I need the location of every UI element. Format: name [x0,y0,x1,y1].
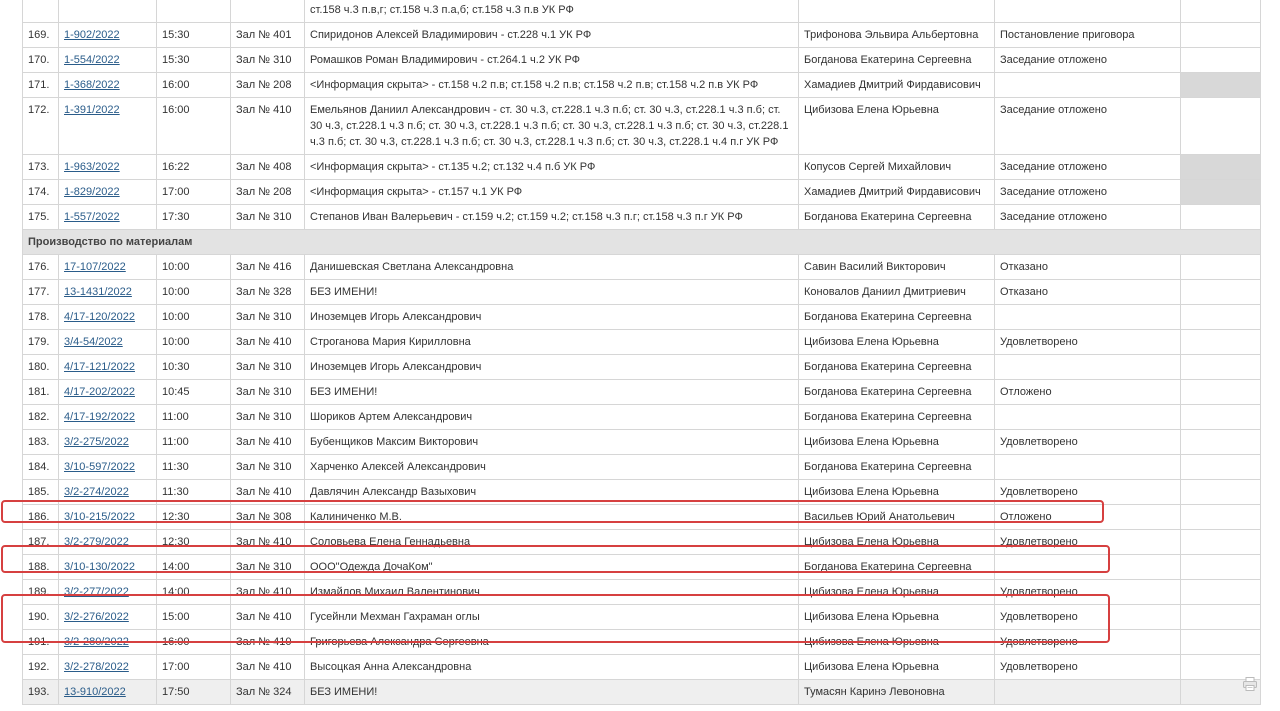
extra-cell [1181,380,1261,405]
hearing-time: 16:00 [157,630,231,655]
courtroom: Зал № 310 [231,355,305,380]
extra-cell [1181,180,1261,205]
case-number-link[interactable]: 3/10-130/2022 [64,561,135,573]
table-row [23,405,1261,430]
case-number-link[interactable]: 4/17-120/2022 [64,311,135,323]
case-link [59,655,157,680]
courtroom: Зал № 308 [231,505,305,530]
courtroom: Зал № 310 [231,205,305,230]
judge-name: Богданова Екатерина Сергеевна [799,48,995,73]
hearing-result [995,455,1181,480]
hearing-result: Удовлетворено [995,530,1181,555]
case-number-link[interactable]: 1-368/2022 [64,79,120,91]
table-row [23,255,1261,280]
case-number-link[interactable]: 3/2-279/2022 [64,536,129,548]
hearing-result [995,355,1181,380]
extra-cell [1181,555,1261,580]
case-number-link[interactable]: 3/2-275/2022 [64,436,129,448]
party-info: Высоцкая Анна Александровна [305,655,799,680]
hearing-time: 16:00 [157,73,231,98]
table-row [23,98,1261,155]
case-number-link[interactable]: 4/17-202/2022 [64,386,135,398]
row-number: 186. [23,505,59,530]
extra-cell [1181,280,1261,305]
hearing-time [157,0,231,23]
extra-cell [1181,405,1261,430]
judge-name: Богданова Екатерина Сергеевна [799,380,995,405]
hearing-time: 15:30 [157,23,231,48]
extra-cell [1181,155,1261,180]
judge-name: Богданова Екатерина Сергеевна [799,555,995,580]
courtroom: Зал № 310 [231,405,305,430]
hearing-time: 11:00 [157,430,231,455]
extra-cell [1181,480,1261,505]
row-number: 181. [23,380,59,405]
hearing-time: 17:30 [157,205,231,230]
hearing-time: 14:00 [157,580,231,605]
case-link [59,555,157,580]
hearing-time: 17:50 [157,680,231,705]
table-row [23,505,1261,530]
extra-cell [1181,580,1261,605]
hearing-time: 10:00 [157,305,231,330]
row-number: 177. [23,280,59,305]
case-link [59,155,157,180]
party-info: Бубенщиков Максим Викторович [305,430,799,455]
hearing-result: Удовлетворено [995,430,1181,455]
hearing-time: 10:00 [157,330,231,355]
table-row [23,605,1261,630]
hearing-time: 16:00 [157,98,231,155]
row-number [23,0,59,23]
hearing-time: 10:45 [157,380,231,405]
row-number: 170. [23,48,59,73]
case-number-link[interactable]: 3/10-597/2022 [64,461,135,473]
court-schedule-table [22,0,1261,705]
table-row [23,23,1261,48]
hearing-time: 14:00 [157,555,231,580]
party-info: Харченко Алексей Александрович [305,455,799,480]
courtroom: Зал № 416 [231,255,305,280]
table-row [23,330,1261,355]
case-number-link[interactable]: 3/4-54/2022 [64,336,123,348]
hearing-result: Отложено [995,505,1181,530]
row-number: 179. [23,330,59,355]
row-number: 185. [23,480,59,505]
extra-cell [1181,505,1261,530]
courtroom: Зал № 410 [231,98,305,155]
case-number-link[interactable]: 13-1431/2022 [64,286,132,298]
hearing-result: Удовлетворено [995,330,1181,355]
case-number-link[interactable]: 13-910/2022 [64,686,126,698]
judge-name: Цибизова Елена Юрьевна [799,580,995,605]
judge-name: Цибизова Елена Юрьевна [799,98,995,155]
party-info: БЕЗ ИМЕНИ! [305,280,799,305]
hearing-time: 12:30 [157,505,231,530]
table-row [23,48,1261,73]
case-number-link[interactable]: 17-107/2022 [64,261,126,273]
printer-icon[interactable] [1242,676,1258,692]
row-number: 171. [23,73,59,98]
courtroom: Зал № 310 [231,380,305,405]
case-link [59,305,157,330]
table-row [23,0,1261,23]
row-number: 190. [23,605,59,630]
case-link [59,605,157,630]
judge-name: Хамадиев Дмитрий Фирдависович [799,73,995,98]
case-link [59,73,157,98]
table-row [23,580,1261,605]
case-link [59,48,157,73]
courtroom: Зал № 310 [231,455,305,480]
party-info: ст.158 ч.3 п.в,г; ст.158 ч.3 п.а,б; ст.158 ч.3 п.в УК РФ [305,0,799,23]
case-link [59,530,157,555]
table-row [23,680,1261,705]
courtroom: Зал № 410 [231,605,305,630]
table-row [23,530,1261,555]
row-number: 174. [23,180,59,205]
party-info: Емельянов Даниил Александрович - ст. 30 ч.3, ст.228.1 ч.3 п.б; ст. 30 ч.3, ст.228.1 ч.3 п.б; ст. 30 ч.3, ст.228.1 ч.3 п.б; ст. 30 ч.3, ст.228.1 ч.3 п.б; ст. 30 ч.3, ст.228.1 ч.3 п.б; ст. 30 ч.3, ст.228.1 ч.3 п.б; ст. 30 ч.3, ст.228.1 ч.3 п.б; ст. 30 ч.3, ст.228.1 ч.3 п.б; ст. 30 ч.3, ст.228.1 ч.4 п.г УК РФ [305,98,799,155]
judge-name: Богданова Екатерина Сергеевна [799,355,995,380]
courtroom: Зал № 208 [231,180,305,205]
extra-cell [1181,330,1261,355]
case-link [59,180,157,205]
case-number-link[interactable]: 3/2-280/2022 [64,636,129,648]
party-info: Давлячин Александр Вазыхович [305,480,799,505]
case-link [59,455,157,480]
section-header [23,230,1261,255]
party-info: БЕЗ ИМЕНИ! [305,380,799,405]
judge-name: Трифонова Эльвира Альбертовна [799,23,995,48]
hearing-result [995,305,1181,330]
courtroom: Зал № 208 [231,73,305,98]
judge-name: Цибизова Елена Юрьевна [799,330,995,355]
case-link [59,205,157,230]
party-info: БЕЗ ИМЕНИ! [305,680,799,705]
extra-cell [1181,255,1261,280]
extra-cell [1181,305,1261,330]
hearing-result: Удовлетворено [995,580,1181,605]
judge-name: Цибизова Елена Юрьевна [799,530,995,555]
judge-name [799,0,995,23]
case-link [59,680,157,705]
section-title: Производство по материалам [23,230,1261,255]
extra-cell [1181,630,1261,655]
extra-cell [1181,355,1261,380]
hearing-result: Удовлетворено [995,630,1181,655]
hearing-time: 11:30 [157,480,231,505]
row-number: 183. [23,430,59,455]
hearing-time: 10:30 [157,355,231,380]
row-number: 187. [23,530,59,555]
courtroom: Зал № 410 [231,480,305,505]
hearing-time: 15:00 [157,605,231,630]
extra-cell [1181,98,1261,155]
case-link [59,380,157,405]
case-link [59,405,157,430]
case-link [59,23,157,48]
row-number: 175. [23,205,59,230]
hearing-result [995,405,1181,430]
courtroom: Зал № 310 [231,555,305,580]
extra-cell [1181,48,1261,73]
row-number: 180. [23,355,59,380]
judge-name: Цибизова Елена Юрьевна [799,630,995,655]
judge-name: Коновалов Даниил Дмитриевич [799,280,995,305]
row-number: 173. [23,155,59,180]
case-number-link[interactable]: 4/17-192/2022 [64,411,135,423]
schedule-wrapper [22,0,1260,705]
party-info: ООО"Одежда ДочаКом" [305,555,799,580]
row-number: 184. [23,455,59,480]
party-info: Гусейнли Мехман Гахраман оглы [305,605,799,630]
case-link [59,355,157,380]
hearing-result: Удовлетворено [995,605,1181,630]
judge-name: Богданова Екатерина Сергеевна [799,205,995,230]
case-number-link[interactable]: 3/10-215/2022 [64,511,135,523]
hearing-result [995,0,1181,23]
hearing-result: Отказано [995,280,1181,305]
case-link [59,580,157,605]
judge-name: Копусов Сергей Михайлович [799,155,995,180]
case-link [59,255,157,280]
case-number-link[interactable]: 3/2-277/2022 [64,586,129,598]
hearing-time: 11:00 [157,405,231,430]
row-number: 176. [23,255,59,280]
extra-cell [1181,23,1261,48]
table-row [23,73,1261,98]
extra-cell [1181,0,1261,23]
table-row [23,430,1261,455]
party-info: Спиридонов Алексей Владимирович - ст.228 ч.1 УК РФ [305,23,799,48]
judge-name: Цибизова Елена Юрьевна [799,655,995,680]
party-info: Соловьева Елена Геннадьевна [305,530,799,555]
party-info: Ромашков Роман Владимирович - ст.264.1 ч.2 УК РФ [305,48,799,73]
extra-cell [1181,73,1261,98]
case-number-link[interactable]: 1-557/2022 [64,211,120,223]
party-info: Григорьева Александра Сергеевна [305,630,799,655]
hearing-time: 10:00 [157,255,231,280]
courtroom: Зал № 410 [231,580,305,605]
party-info: Шориков Артем Александрович [305,405,799,430]
case-link [59,630,157,655]
row-number: 188. [23,555,59,580]
judge-name: Цибизова Елена Юрьевна [799,480,995,505]
extra-cell [1181,455,1261,480]
courtroom: Зал № 410 [231,655,305,680]
courtroom: Зал № 408 [231,155,305,180]
party-info: <Информация скрыта> - ст.158 ч.2 п.в; ст.158 ч.2 п.в; ст.158 ч.2 п.в; ст.158 ч.2 п.в УК РФ [305,73,799,98]
extra-cell [1181,430,1261,455]
hearing-result: Заседание отложено [995,155,1181,180]
courtroom: Зал № 410 [231,630,305,655]
party-info: Калиниченко М.В. [305,505,799,530]
hearing-result [995,73,1181,98]
party-info: Данишевская Светлана Александровна [305,255,799,280]
extra-cell [1181,605,1261,630]
case-number-link[interactable]: 1-902/2022 [64,29,120,41]
table-row [23,205,1261,230]
row-number: 189. [23,580,59,605]
case-link [59,505,157,530]
hearing-time: 17:00 [157,655,231,680]
table-row [23,180,1261,205]
courtroom: Зал № 410 [231,430,305,455]
table-row [23,155,1261,180]
hearing-result: Заседание отложено [995,48,1181,73]
row-number: 191. [23,630,59,655]
hearing-result: Заседание отложено [995,205,1181,230]
table-row [23,355,1261,380]
hearing-time: 10:00 [157,280,231,305]
row-number: 182. [23,405,59,430]
row-number: 192. [23,655,59,680]
hearing-result: Удовлетворено [995,655,1181,680]
judge-name: Тумасян Каринэ Левоновна [799,680,995,705]
row-number: 169. [23,23,59,48]
table-row [23,455,1261,480]
hearing-result [995,680,1181,705]
judge-name: Цибизова Елена Юрьевна [799,430,995,455]
party-info: Иноземцев Игорь Александрович [305,305,799,330]
case-link [59,430,157,455]
case-number-link[interactable]: 1-391/2022 [64,104,120,116]
party-info: Строганова Мария Кирилловна [305,330,799,355]
extra-cell [1181,205,1261,230]
case-link [59,480,157,505]
judge-name: Васильев Юрий Анатольевич [799,505,995,530]
table-row [23,655,1261,680]
hearing-result: Постановление приговора [995,23,1181,48]
party-info: Степанов Иван Валерьевич - ст.159 ч.2; ст.159 ч.2; ст.158 ч.3 п.г; ст.158 ч.3 п.г УК РФ [305,205,799,230]
hearing-result: Удовлетворено [995,480,1181,505]
hearing-time: 15:30 [157,48,231,73]
case-number-link[interactable]: 3/2-274/2022 [64,486,129,498]
case-number-link[interactable]: 3/2-276/2022 [64,611,129,623]
courtroom: Зал № 410 [231,330,305,355]
courtroom: Зал № 310 [231,305,305,330]
case-link [59,330,157,355]
hearing-result: Отказано [995,255,1181,280]
party-info: <Информация скрыта> - ст.135 ч.2; ст.132 ч.4 п.б УК РФ [305,155,799,180]
judge-name: Хамадиев Дмитрий Фирдависович [799,180,995,205]
judge-name: Богданова Екатерина Сергеевна [799,305,995,330]
table-row [23,380,1261,405]
case-link [59,280,157,305]
hearing-result: Отложено [995,380,1181,405]
party-info: <Информация скрыта> - ст.157 ч.1 УК РФ [305,180,799,205]
row-number: 178. [23,305,59,330]
courtroom: Зал № 310 [231,48,305,73]
case-number-link[interactable]: 3/2-278/2022 [64,661,129,673]
row-number: 172. [23,98,59,155]
case-link [59,98,157,155]
case-link [59,0,157,23]
hearing-time: 12:30 [157,530,231,555]
schedule-body [23,0,1261,705]
party-info: Измайлов Михаил Валентинович [305,580,799,605]
hearing-time: 16:22 [157,155,231,180]
case-number-link[interactable]: 4/17-121/2022 [64,361,135,373]
hearing-result: Заседание отложено [995,180,1181,205]
table-row [23,305,1261,330]
hearing-time: 11:30 [157,455,231,480]
table-row [23,480,1261,505]
row-number: 193. [23,680,59,705]
courtroom: Зал № 401 [231,23,305,48]
table-row [23,555,1261,580]
table-row [23,280,1261,305]
table-row [23,630,1261,655]
courtroom: Зал № 324 [231,680,305,705]
party-info: Иноземцев Игорь Александрович [305,355,799,380]
hearing-time: 17:00 [157,180,231,205]
judge-name: Цибизова Елена Юрьевна [799,605,995,630]
extra-cell [1181,530,1261,555]
courtroom: Зал № 328 [231,280,305,305]
courtroom: Зал № 410 [231,530,305,555]
hearing-result [995,555,1181,580]
judge-name: Богданова Екатерина Сергеевна [799,405,995,430]
judge-name: Богданова Екатерина Сергеевна [799,455,995,480]
case-number-link[interactable]: 1-829/2022 [64,186,120,198]
case-number-link[interactable]: 1-554/2022 [64,54,120,66]
case-number-link[interactable]: 1-963/2022 [64,161,120,173]
judge-name: Савин Василий Викторович [799,255,995,280]
courtroom [231,0,305,23]
hearing-result: Заседание отложено [995,98,1181,155]
